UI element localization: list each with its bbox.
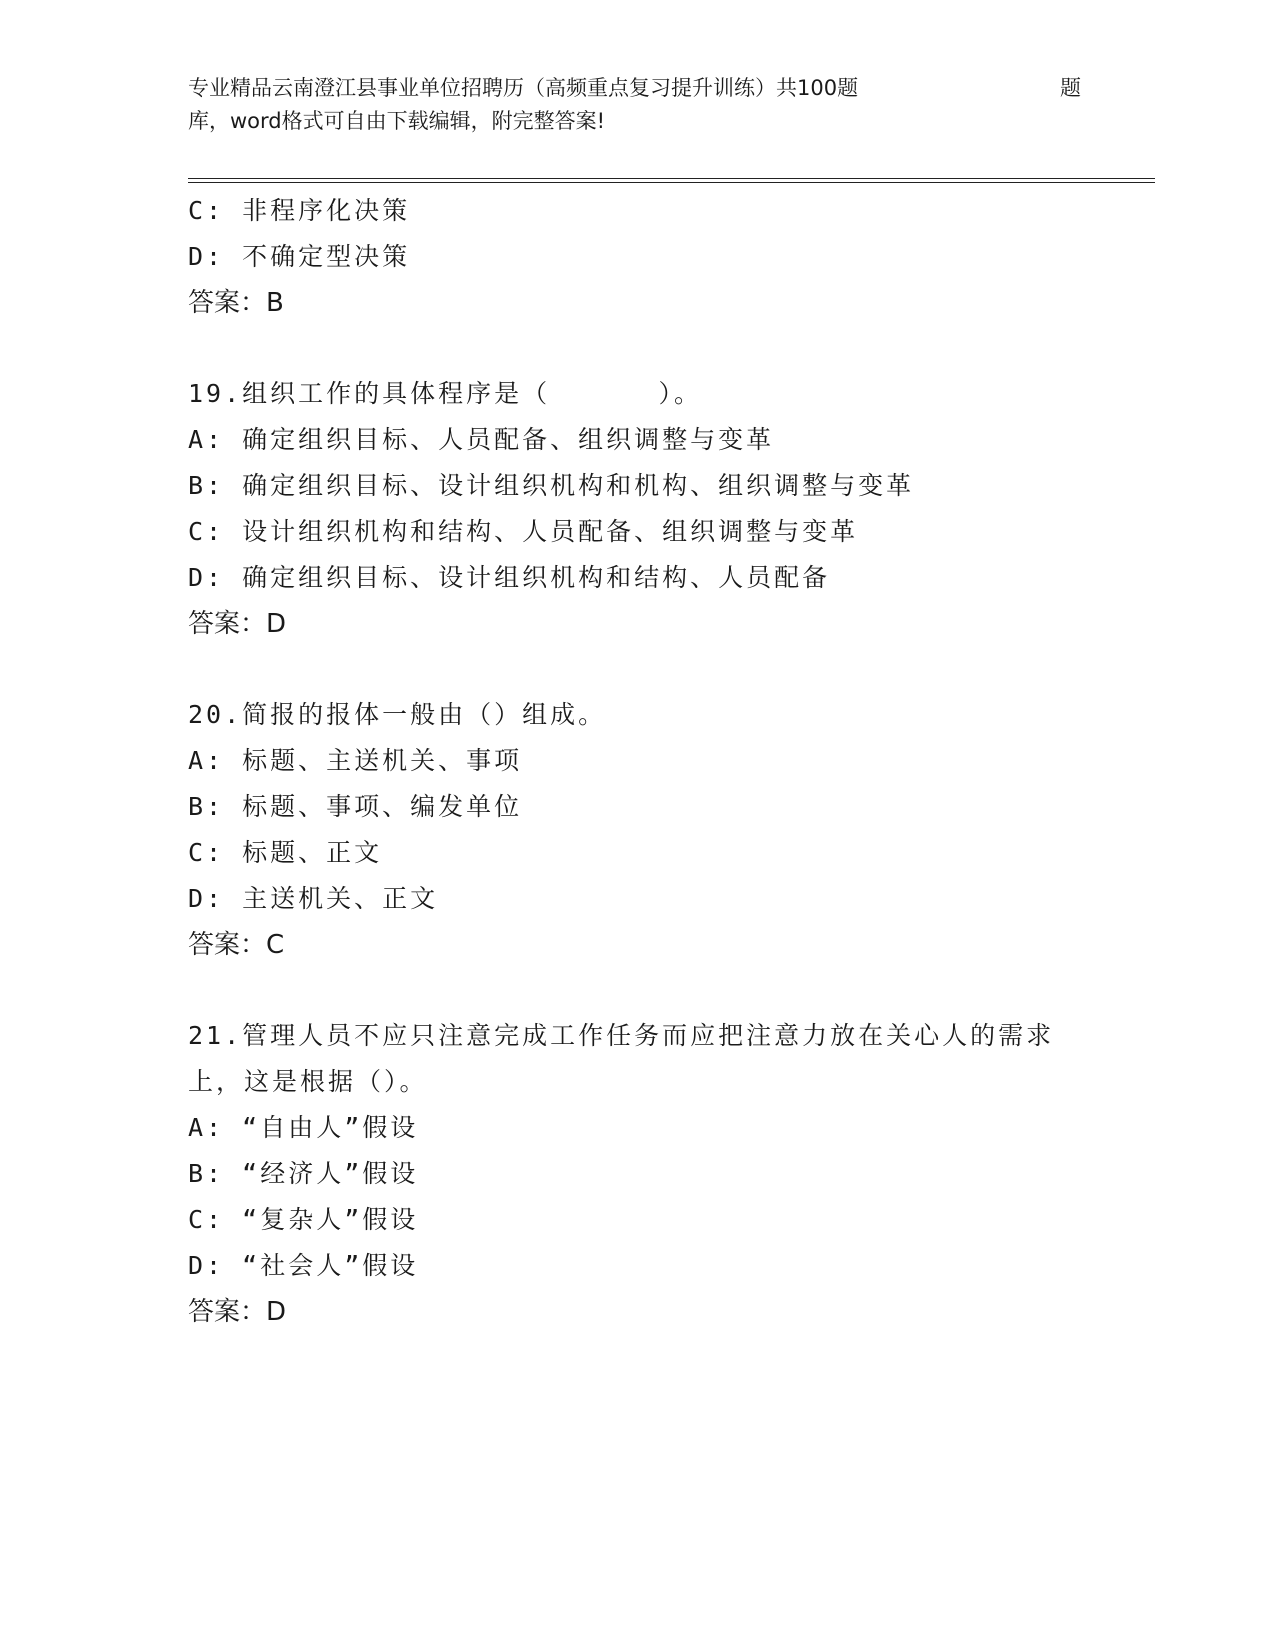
answer-line: 答案：B [188, 288, 284, 318]
spacer [188, 968, 1088, 1013]
header-title-text: 专业精品云南澄江县事业单位招聘历（高频重点复习提升训练）共100题 [188, 76, 859, 100]
option-b: B: 标题、事项、编发单位 [188, 792, 523, 821]
header-rule-top [188, 178, 1155, 179]
header-title-trail: 题 [1060, 76, 1081, 100]
answer-line: 答案：C [188, 930, 285, 960]
option-c: C: 设计组织机构和结构、人员配备、组织调整与变革 [188, 517, 859, 546]
option-a: A: 确定组织目标、人员配备、组织调整与变革 [188, 425, 775, 454]
answer-line: 答案：D [188, 1297, 287, 1327]
answer-line: 答案：D [188, 609, 287, 639]
question-stem: 20.简报的报体一般由（）组成。 [188, 700, 607, 729]
option-d: D: 确定组织目标、设计组织机构和结构、人员配备 [188, 563, 831, 592]
option-a: A: “自由人”假设 [188, 1113, 419, 1142]
question-20 [188, 692, 1088, 968]
question-21 [188, 1013, 1088, 1335]
document-body [188, 188, 1088, 1335]
question-stem: 19.组织工作的具体程序是（ ）。 [188, 379, 702, 408]
question-stem-continued: 上，这是根据（）。 [188, 1067, 428, 1096]
spacer [188, 647, 1088, 692]
option-b: B: “经济人”假设 [188, 1159, 419, 1188]
header-line-2: 库，word格式可自由下载编辑，附完整答案! [188, 109, 606, 133]
question-stem: 21.管理人员不应只注意完成工作任务而应把注意力放在关心人的需求 [188, 1021, 1055, 1050]
document-header [188, 72, 1088, 138]
option-a: A: 标题、主送机关、事项 [188, 746, 523, 775]
option-d: D: 主送机关、正文 [188, 884, 439, 913]
option-c: C: “复杂人”假设 [188, 1205, 419, 1234]
option-d: D: “社会人”假设 [188, 1251, 419, 1280]
option-d: D: 不确定型决策 [188, 242, 411, 271]
option-b: B: 确定组织目标、设计组织机构和机构、组织调整与变革 [188, 471, 915, 500]
option-c: C: 非程序化决策 [188, 196, 411, 225]
option-c: C: 标题、正文 [188, 838, 383, 867]
question-19 [188, 371, 1088, 647]
header-rule-bottom [188, 182, 1155, 183]
header-line-1 [188, 72, 1088, 105]
spacer [188, 326, 1088, 371]
